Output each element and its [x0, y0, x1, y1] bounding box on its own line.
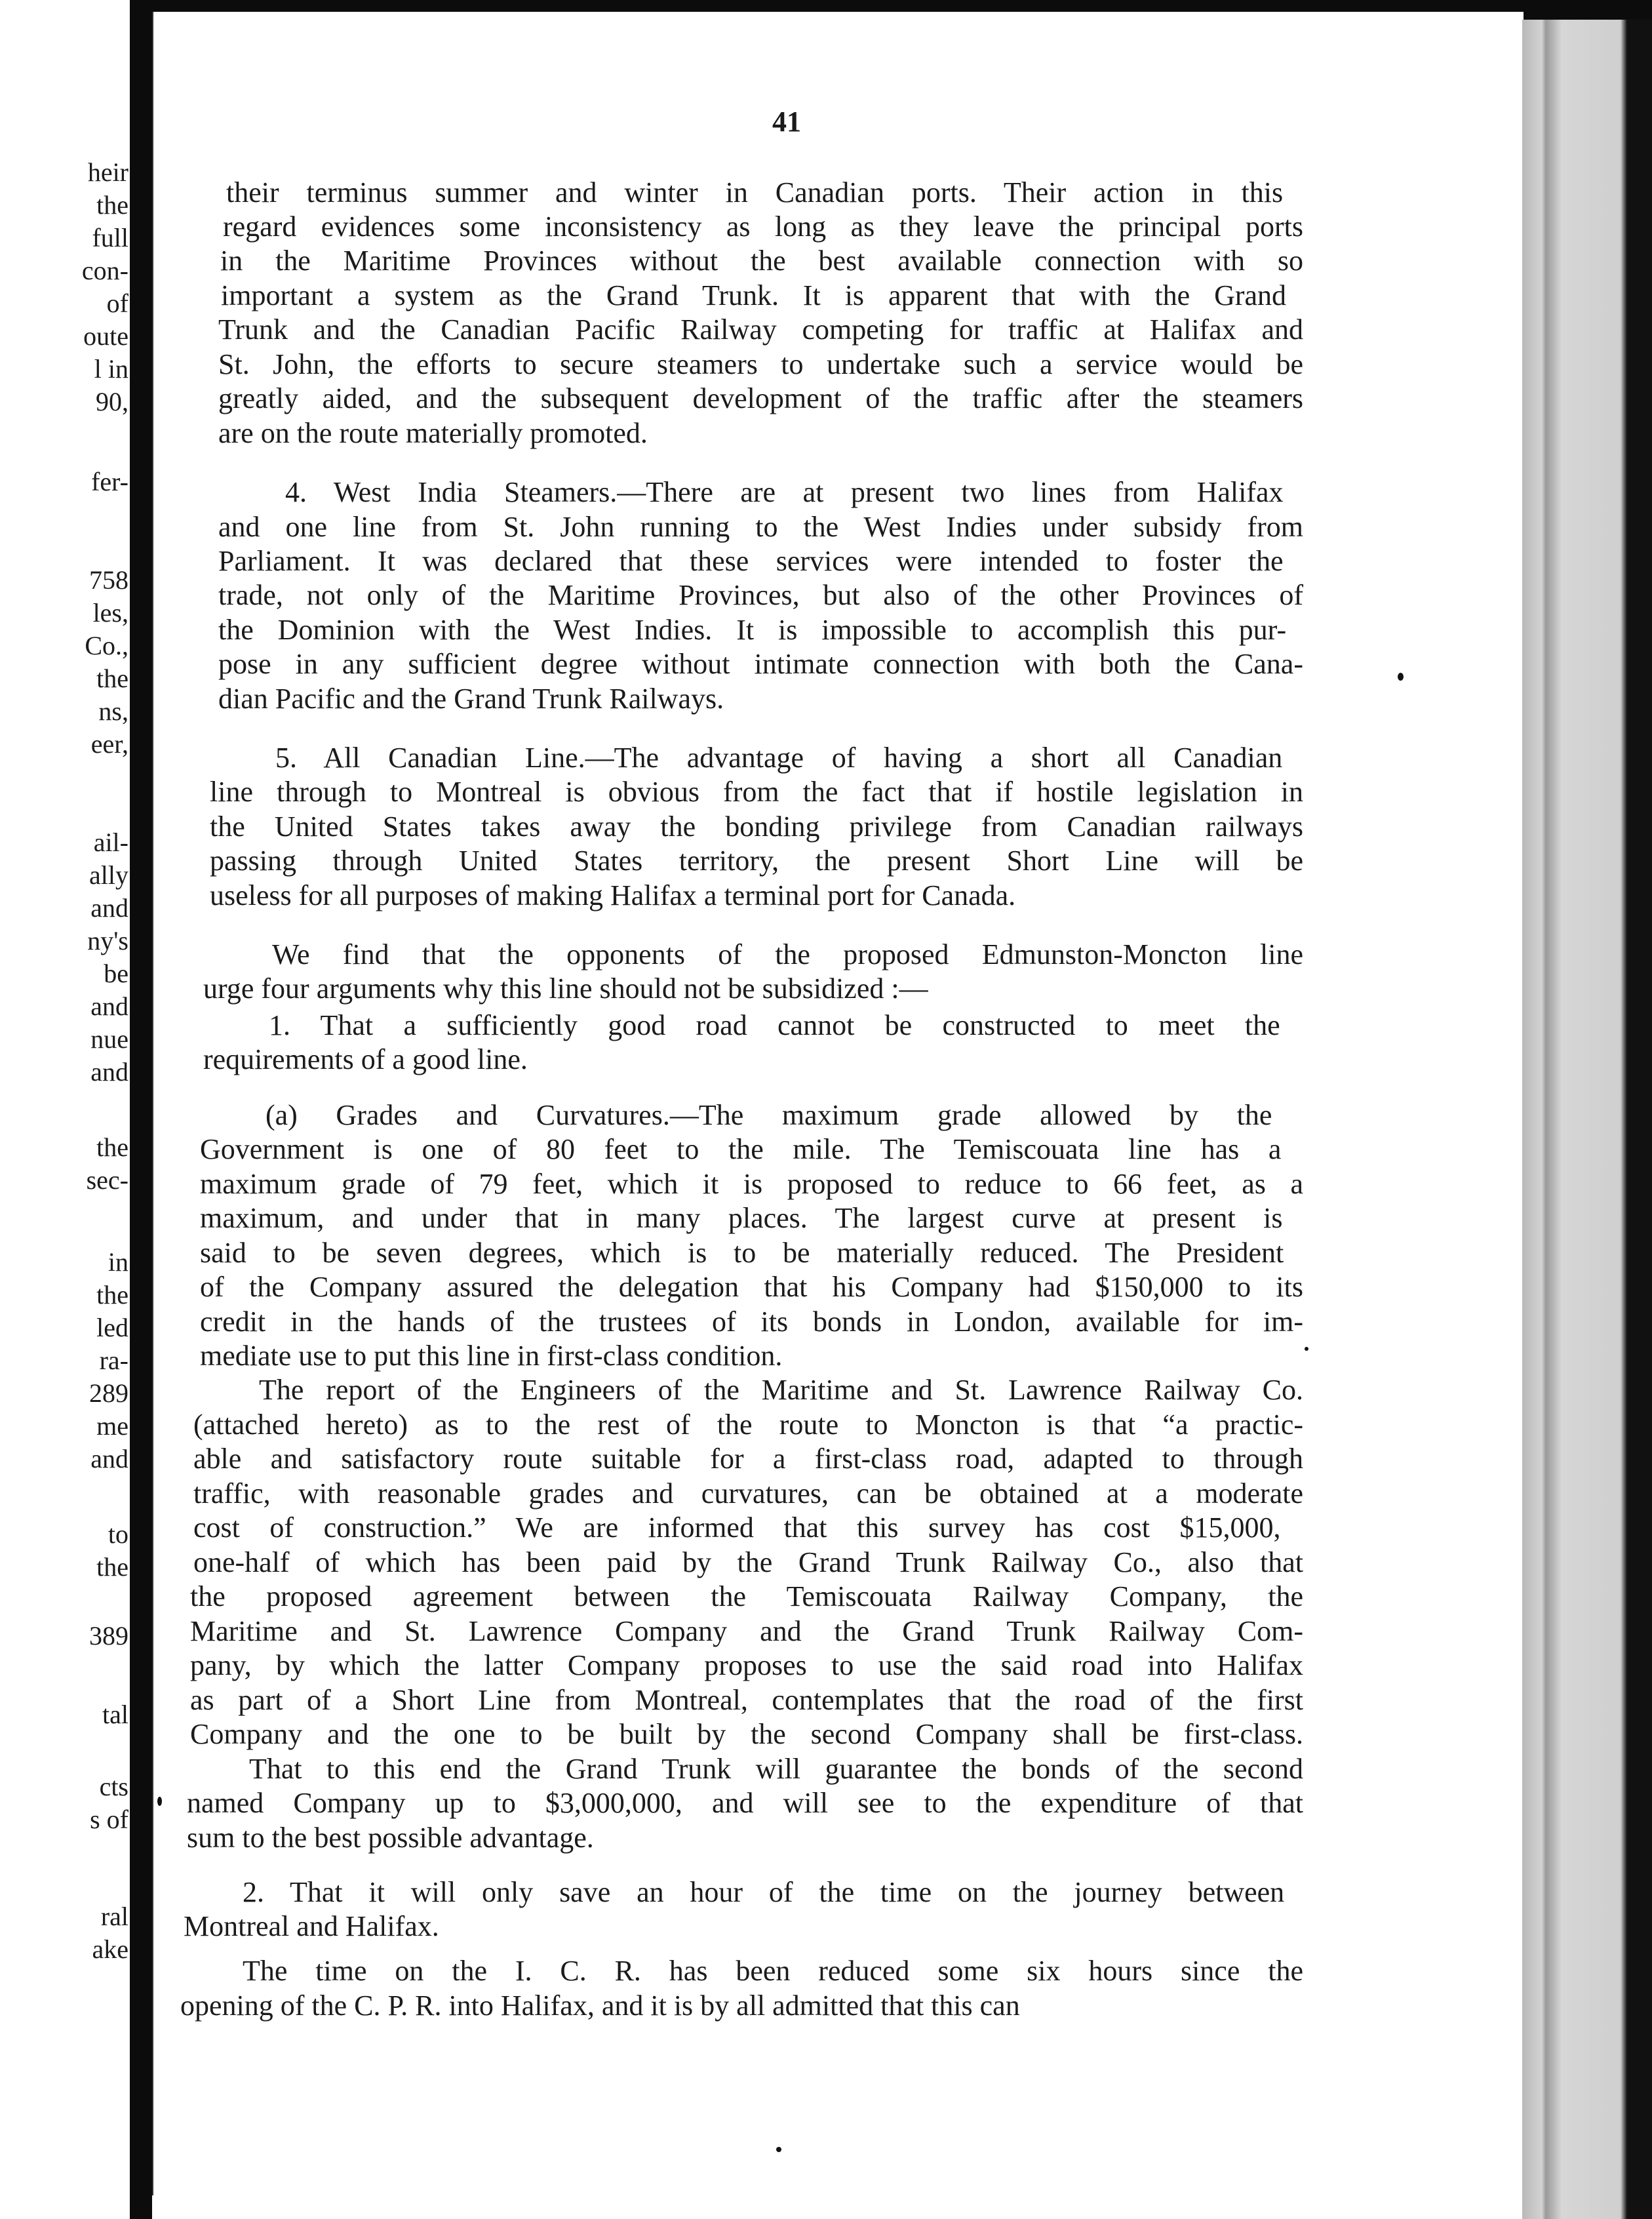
text-line: of the Company assured the delegation that his Company had $150,000 to its	[200, 1271, 1303, 1303]
scan-speck	[1305, 1347, 1308, 1351]
left-fragment: be	[104, 959, 128, 988]
left-fragment: eer,	[90, 729, 128, 759]
left-fragment: sec-	[86, 1165, 128, 1195]
text-line: That to this end the Grand Trunk will guarantee the bonds of the second	[249, 1753, 1303, 1785]
left-fragment: con-	[81, 256, 128, 285]
left-fragment: and	[90, 991, 128, 1021]
text-line: as part of a Short Line from Montreal, contemplates that the road of the first	[190, 1684, 1303, 1716]
text-line: 5. All Canadian Line.—The advantage of having a short all Canadian	[275, 742, 1283, 774]
left-page-text-group-1	[0, 156, 128, 418]
text-line: maximum grade of 79 feet, which it is proposed to reduce to 66 feet, as a	[200, 1168, 1303, 1200]
text-line: sum to the best possible advantage.	[187, 1822, 594, 1854]
text-line: St. John, the efforts to secure steamers to undertake such a service would be	[218, 348, 1303, 380]
text-line: able and satisfactory route suitable for a first-class road, adapted to through	[193, 1443, 1303, 1475]
left-fragment: and	[90, 893, 128, 923]
text-line: the proposed agreement between the Temiscouata Railway Company, the	[190, 1580, 1303, 1612]
left-fragment: nue	[90, 1024, 128, 1054]
left-fragment: Co.,	[85, 631, 128, 660]
left-fragment: fer-	[91, 467, 128, 496]
text-line: trade, not only of the Maritime Provinces, but also of the other Provinces of	[218, 579, 1303, 611]
text-line: regard evidences some inconsistency as long as they leave the principal ports	[223, 210, 1303, 243]
left-fragment: ny's	[87, 926, 128, 955]
left-page-text-group-5	[0, 1131, 128, 1197]
left-fragment: 90,	[96, 387, 128, 416]
left-fragment: l in	[94, 354, 128, 384]
text-line: opening of the C. P. R. into Halifax, and it is by all admitted that this can	[180, 1989, 1020, 2022]
left-fragment: les,	[92, 598, 128, 628]
text-line: are on the route materially promoted.	[218, 417, 648, 449]
left-fragment: ns,	[98, 696, 128, 726]
text-line: credit in the hands of the trustees of its bonds in London, available for im-	[200, 1306, 1303, 1338]
text-line: important a system as the Grand Trunk. It is apparent that with the Grand	[221, 279, 1287, 311]
text-line: 1. That a sufficiently good road cannot be constructed to meet the	[269, 1009, 1280, 1041]
left-fragment: in	[108, 1247, 128, 1277]
text-line: the Dominion with the West Indies. It is impossible to accomplish this pur-	[218, 614, 1287, 646]
left-fragment: cts	[99, 1772, 128, 1801]
book-gutter	[130, 0, 152, 2219]
left-fragment: ake	[92, 1934, 128, 1964]
left-page-text-group-9	[0, 1698, 128, 1731]
text-line: traffic, with reasonable grades and curvatures, can be obtained at a moderate	[193, 1477, 1303, 1509]
text-line: pany, by which the latter Company proposes to use the said road into Halifax	[190, 1649, 1303, 1681]
text-line: Montreal and Halifax.	[184, 1910, 439, 1942]
text-line: We find that the opponents of the proposed Edmunston-Moncton line	[272, 938, 1303, 970]
left-fragment: the	[96, 1132, 128, 1162]
left-fragment: 389	[89, 1621, 128, 1650]
left-fragment: ral	[100, 1902, 128, 1931]
left-page-text-group-8	[0, 1620, 128, 1652]
left-fragment: me	[96, 1411, 128, 1441]
left-fragment: heir	[87, 157, 128, 187]
text-line: cost of construction.” We are informed that this survey has cost $15,000,	[193, 1511, 1281, 1544]
text-line: line through to Montreal is obvious from the fact that if hostile legislation in	[210, 776, 1303, 808]
text-line: maximum, and under that in many places. The largest curve at present is	[200, 1202, 1283, 1234]
left-page-text-group-4	[0, 826, 128, 1089]
left-fragment: the	[96, 190, 128, 220]
text-line: pose in any sufficient degree without intimate connection with both the Cana-	[218, 648, 1303, 680]
text-line: Government is one of 80 feet to the mile. The Temiscouata line has a	[200, 1133, 1282, 1165]
left-fragment: ail-	[93, 828, 128, 857]
text-line: Trunk and the Canadian Pacific Railway competing for traffic at Halifax and	[218, 313, 1303, 346]
left-fragment: and	[90, 1444, 128, 1473]
text-line: (attached hereto) as to the rest of the route to Moncton is that “a practic-	[193, 1409, 1303, 1441]
left-fragment: full	[92, 223, 128, 252]
text-line: greatly aided, and the subsequent development of the traffic after the steamers	[218, 382, 1303, 414]
text-line: 2. That it will only save an hour of the time on the journey between	[243, 1876, 1285, 1908]
left-fragment: to	[108, 1519, 128, 1549]
scan-speck	[1398, 673, 1404, 681]
text-line: The time on the I. C. R. has been reduced some six hours since the	[243, 1955, 1303, 1987]
text-line: named Company up to $3,000,000, and will see to the expenditure of that	[187, 1787, 1303, 1819]
left-fragment: tal	[102, 1700, 128, 1729]
text-line: dian Pacific and the Grand Trunk Railways.	[218, 683, 724, 715]
left-fragment: the	[96, 1280, 128, 1309]
left-fragment: 289	[89, 1378, 128, 1408]
text-line: Company and the one to be built by the second Company shall be first-class.	[190, 1718, 1303, 1750]
page-edges	[1522, 20, 1652, 2219]
left-page-text-group-6	[0, 1246, 128, 1475]
left-page-text-group-10	[0, 1770, 128, 1836]
text-line: requirements of a good line.	[203, 1043, 528, 1075]
left-fragment: the	[96, 664, 128, 693]
left-fragment: oute	[83, 321, 128, 351]
text-line: Maritime and St. Lawrence Company and the Grand Trunk Railway Com-	[190, 1615, 1303, 1647]
scan-speck	[157, 1797, 162, 1806]
text-line: 4. West India Steamers.—There are at present two lines from Halifax	[285, 476, 1284, 508]
left-fragment: the	[96, 1552, 128, 1582]
left-fragment: of	[106, 289, 128, 318]
left-fragment: and	[90, 1057, 128, 1087]
text-line: in the Maritime Provinces without the best available connection with so	[220, 245, 1303, 277]
text-line: and one line from St. John running to the West Indies under subsidy from	[218, 511, 1303, 543]
left-page-text-group-3	[0, 564, 128, 761]
text-line: urge four arguments why this line should not be subsidized :—	[203, 972, 928, 1005]
left-page-text-group-2	[0, 466, 128, 498]
text-line: The report of the Engineers of the Maritime and St. Lawrence Railway Co.	[259, 1374, 1303, 1406]
text-line: useless for all purposes of making Halifax a terminal port for Canada.	[210, 879, 1016, 911]
text-line: one-half of which has been paid by the Grand Trunk Railway Co., also that	[193, 1546, 1303, 1578]
left-page-text-group-7	[0, 1518, 128, 1584]
text-line: mediate use to put this line in first-class condition.	[200, 1340, 783, 1372]
text-line: their terminus summer and winter in Canadian ports. Their action in this	[226, 176, 1284, 209]
text-line: (a) Grades and Curvatures.—The maximum grade allowed by the	[266, 1099, 1272, 1131]
left-page-text-group-11	[0, 1900, 128, 1966]
text-line: passing through United States territory, the present Short Line will be	[210, 845, 1303, 877]
text-line: Parliament. It was declared that these services were intended to foster the	[218, 545, 1284, 577]
scan-speck	[776, 2147, 781, 2152]
left-fragment: 758	[89, 565, 128, 595]
text-line: the United States takes away the bonding privilege from Canadian railways	[210, 810, 1303, 843]
page-number: 41	[772, 106, 801, 138]
text-line: said to be seven degrees, which is to be materially reduced. The President	[200, 1237, 1284, 1269]
left-fragment: ally	[89, 860, 128, 890]
left-fragment: s of	[90, 1805, 128, 1834]
left-fragment: ra-	[99, 1346, 128, 1375]
left-fragment: led	[96, 1313, 128, 1342]
